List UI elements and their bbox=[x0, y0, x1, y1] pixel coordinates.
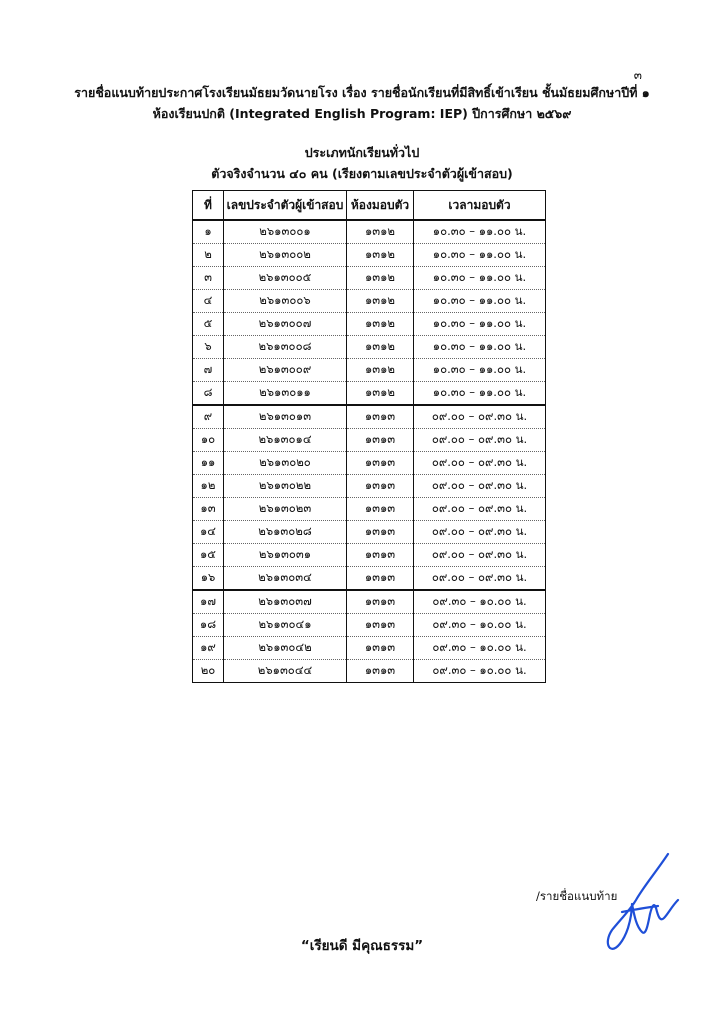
cell-time: ๐๙.๐๐ – ๐๙.๓๐ น. bbox=[414, 452, 546, 475]
cell-room: ๑๓๑๒ bbox=[347, 313, 414, 336]
cell-room: ๑๓๑๒ bbox=[347, 290, 414, 313]
cell-room: ๑๓๑๒ bbox=[347, 382, 414, 406]
header-line-1: รายชื่อแนบท้ายประกาศโรงเรียนมัธยมวัดนายโรง เรื่อง รายชื่อนักเรียนที่มีสิทธิ์เข้าเรียน ชั้นมัธยมศึกษาปีที่ ๑ bbox=[74, 85, 650, 100]
header-line-2: ห้องเรียนปกติ (Integrated English Program: IEP) ปีการศึกษา ๒๕๖๙ bbox=[152, 106, 572, 121]
cell-room: ๑๓๑๓ bbox=[347, 452, 414, 475]
document-header bbox=[0, 82, 724, 124]
cell-exam-id: ๒๖๑๓๐๒๒ bbox=[224, 475, 347, 498]
cell-exam-id: ๒๖๑๓๐๑๔ bbox=[224, 429, 347, 452]
table-row bbox=[193, 290, 546, 313]
cell-time: ๑๐.๓๐ – ๑๑.๐๐ น. bbox=[414, 382, 546, 406]
table-row bbox=[193, 452, 546, 475]
subheader-line-1: ประเภทนักเรียนทั่วไป bbox=[304, 145, 420, 160]
table-row bbox=[193, 567, 546, 591]
cell-room: ๑๓๑๓ bbox=[347, 429, 414, 452]
cell-time: ๑๐.๓๐ – ๑๑.๐๐ น. bbox=[414, 313, 546, 336]
cell-number: ๘ bbox=[193, 382, 224, 406]
cell-exam-id: ๒๖๑๓๐๓๑ bbox=[224, 544, 347, 567]
table-row bbox=[193, 614, 546, 637]
cell-exam-id: ๒๖๑๓๐๒๘ bbox=[224, 521, 347, 544]
cell-room: ๑๓๑๒ bbox=[347, 359, 414, 382]
cell-room: ๑๓๑๓ bbox=[347, 405, 414, 429]
cell-time: ๑๐.๓๐ – ๑๑.๐๐ น. bbox=[414, 336, 546, 359]
cell-exam-id: ๒๖๑๓๐๑๑ bbox=[224, 382, 347, 406]
cell-number: ๑ bbox=[193, 220, 224, 244]
cell-time: ๑๐.๓๐ – ๑๑.๐๐ น. bbox=[414, 359, 546, 382]
cell-exam-id: ๒๖๑๓๐๒๐ bbox=[224, 452, 347, 475]
cell-room: ๑๓๑๒ bbox=[347, 267, 414, 290]
cell-exam-id: ๒๖๑๓๐๔๑ bbox=[224, 614, 347, 637]
cell-number: ๑๒ bbox=[193, 475, 224, 498]
table-row bbox=[193, 660, 546, 683]
cell-exam-id: ๒๖๑๓๐๐๕ bbox=[224, 267, 347, 290]
cell-time: ๐๙.๓๐ – ๑๐.๐๐ น. bbox=[414, 660, 546, 683]
column-header-number: ที่ bbox=[193, 191, 224, 221]
attachment-note: /รายชื่อแนบท้าย bbox=[536, 889, 618, 903]
cell-time: ๐๙.๐๐ – ๐๙.๓๐ น. bbox=[414, 521, 546, 544]
cell-room: ๑๓๑๓ bbox=[347, 590, 414, 614]
cell-number: ๑๕ bbox=[193, 544, 224, 567]
cell-time: ๐๙.๐๐ – ๐๙.๓๐ น. bbox=[414, 429, 546, 452]
cell-exam-id: ๒๖๑๓๐๓๔ bbox=[224, 567, 347, 591]
table-row bbox=[193, 521, 546, 544]
cell-time: ๑๐.๓๐ – ๑๑.๐๐ น. bbox=[414, 267, 546, 290]
table-row bbox=[193, 313, 546, 336]
cell-exam-id: ๒๖๑๓๐๐๗ bbox=[224, 313, 347, 336]
subheader-line-2: ตัวจริงจำนวน ๔๐ คน (เรียงตามเลขประจำตัวผู้เข้าสอบ) bbox=[211, 166, 513, 181]
cell-room: ๑๓๑๓ bbox=[347, 498, 414, 521]
table-row bbox=[193, 382, 546, 406]
cell-room: ๑๓๑๓ bbox=[347, 521, 414, 544]
cell-number: ๑๐ bbox=[193, 429, 224, 452]
cell-number: ๑๔ bbox=[193, 521, 224, 544]
cell-time: ๑๐.๓๐ – ๑๑.๐๐ น. bbox=[414, 244, 546, 267]
cell-exam-id: ๒๖๑๓๐๐๖ bbox=[224, 290, 347, 313]
cell-room: ๑๓๑๓ bbox=[347, 614, 414, 637]
cell-number: ๓ bbox=[193, 267, 224, 290]
cell-number: ๑๖ bbox=[193, 567, 224, 591]
cell-time: ๐๙.๐๐ – ๐๙.๓๐ น. bbox=[414, 544, 546, 567]
cell-room: ๑๓๑๒ bbox=[347, 244, 414, 267]
cell-number: ๙ bbox=[193, 405, 224, 429]
cell-time: ๐๙.๐๐ – ๐๙.๓๐ น. bbox=[414, 405, 546, 429]
school-motto: “เรียนดี มีคุณธรรม” bbox=[300, 938, 424, 954]
cell-room: ๑๓๑๒ bbox=[347, 220, 414, 244]
cell-room: ๑๓๑๓ bbox=[347, 567, 414, 591]
table-row bbox=[193, 637, 546, 660]
cell-room: ๑๓๑๓ bbox=[347, 637, 414, 660]
cell-room: ๑๓๑๒ bbox=[347, 336, 414, 359]
cell-time: ๐๙.๓๐ – ๑๐.๐๐ น. bbox=[414, 637, 546, 660]
table-row bbox=[193, 267, 546, 290]
column-header-room: ห้องมอบตัว bbox=[347, 191, 414, 221]
cell-time: ๐๙.๐๐ – ๐๙.๓๐ น. bbox=[414, 475, 546, 498]
cell-number: ๗ bbox=[193, 359, 224, 382]
cell-number: ๑๑ bbox=[193, 452, 224, 475]
cell-room: ๑๓๑๓ bbox=[347, 544, 414, 567]
table-header-row bbox=[193, 191, 546, 221]
cell-time: ๐๙.๐๐ – ๐๙.๓๐ น. bbox=[414, 567, 546, 591]
cell-number: ๖ bbox=[193, 336, 224, 359]
cell-room: ๑๓๑๓ bbox=[347, 475, 414, 498]
cell-number: ๑๓ bbox=[193, 498, 224, 521]
table-row bbox=[193, 475, 546, 498]
cell-time: ๐๙.๐๐ – ๐๙.๓๐ น. bbox=[414, 498, 546, 521]
cell-exam-id: ๒๖๑๓๐๔๔ bbox=[224, 660, 347, 683]
table-row bbox=[193, 220, 546, 244]
table-body bbox=[193, 220, 546, 683]
document-subheader bbox=[0, 142, 724, 184]
table-row bbox=[193, 498, 546, 521]
cell-number: ๑๘ bbox=[193, 614, 224, 637]
cell-exam-id: ๒๖๑๓๐๐๑ bbox=[224, 220, 347, 244]
cell-room: ๑๓๑๓ bbox=[347, 660, 414, 683]
cell-exam-id: ๒๖๑๓๐๑๓ bbox=[224, 405, 347, 429]
table-row bbox=[193, 336, 546, 359]
cell-number: ๑๙ bbox=[193, 637, 224, 660]
table-row bbox=[193, 405, 546, 429]
cell-number: ๒ bbox=[193, 244, 224, 267]
column-header-exam-id: เลขประจำตัวผู้เข้าสอบ bbox=[224, 191, 347, 221]
cell-exam-id: ๒๖๑๓๐๒๓ bbox=[224, 498, 347, 521]
table-row bbox=[193, 429, 546, 452]
cell-number: ๕ bbox=[193, 313, 224, 336]
table-row bbox=[193, 359, 546, 382]
cell-time: ๑๐.๓๐ – ๑๑.๐๐ น. bbox=[414, 290, 546, 313]
cell-exam-id: ๒๖๑๓๐๐๘ bbox=[224, 336, 347, 359]
cell-number: ๒๐ bbox=[193, 660, 224, 683]
cell-number: ๔ bbox=[193, 290, 224, 313]
student-roster-table bbox=[192, 190, 546, 683]
cell-exam-id: ๒๖๑๓๐๐๙ bbox=[224, 359, 347, 382]
cell-exam-id: ๒๖๑๓๐๓๗ bbox=[224, 590, 347, 614]
cell-time: ๑๐.๓๐ – ๑๑.๐๐ น. bbox=[414, 220, 546, 244]
column-header-time: เวลามอบตัว bbox=[414, 191, 546, 221]
cell-number: ๑๗ bbox=[193, 590, 224, 614]
table-row bbox=[193, 244, 546, 267]
cell-exam-id: ๒๖๑๓๐๐๒ bbox=[224, 244, 347, 267]
cell-time: ๐๙.๓๐ – ๑๐.๐๐ น. bbox=[414, 614, 546, 637]
cell-time: ๐๙.๓๐ – ๑๐.๐๐ น. bbox=[414, 590, 546, 614]
page-number: ๓ bbox=[633, 68, 642, 82]
table-row bbox=[193, 544, 546, 567]
cell-exam-id: ๒๖๑๓๐๔๒ bbox=[224, 637, 347, 660]
table-row bbox=[193, 590, 546, 614]
